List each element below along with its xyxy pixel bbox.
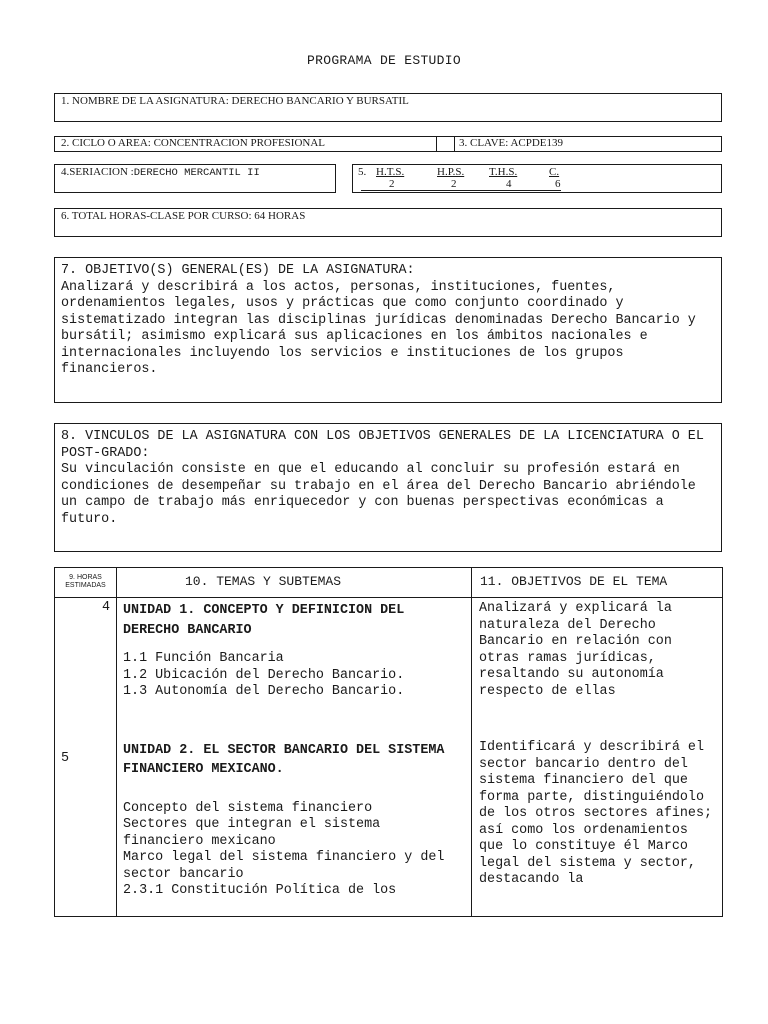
table-row xyxy=(55,598,723,917)
c-value: 6 xyxy=(555,178,561,190)
unit2-title: UNIDAD 2. EL SECTOR BANCARIO DEL SISTEMA FINANCIERO MEXICANO. xyxy=(123,742,445,777)
spacer-box xyxy=(436,136,455,152)
field-total-hours xyxy=(54,208,722,237)
field-seriation xyxy=(54,164,336,193)
field-cycle-area xyxy=(54,136,437,152)
section-general-objectives xyxy=(54,257,722,403)
list-item: Concepto del sistema financiero xyxy=(123,800,373,816)
topics-cell xyxy=(117,598,472,917)
unit1-subtopics xyxy=(123,651,465,701)
header-estimated-hours: 9. HORAS ESTIMADAS xyxy=(55,568,117,598)
links-text: Su vinculación consiste en que el educando al concluir su profesión estará en condiciones de desempeñar su trabajo en el área del Derecho Bancario abriéndole un campo de trabajo más enriquecedor y con buenas perspectivas económicas a futuro. xyxy=(61,462,696,527)
unit2-objective: Identificará y describirá el sector bancario dentro del sistema financiero del que forma parte, distinguiéndolo de los otros sectores afines; así como los ordenamientos que lo constituye él Marco legal del sistema y sector, destacando la xyxy=(479,740,713,887)
general-objectives-heading: 7. OBJETIVO(S) GENERAL(ES) DE LA ASIGNATURA: xyxy=(61,263,415,278)
unit1-title: UNIDAD 1. CONCEPTO Y DEFINICION DEL DERECHO BANCARIO xyxy=(123,603,405,638)
unit2-subtopics xyxy=(123,801,465,900)
hours-field-label: 5. xyxy=(358,166,367,178)
table-header-row xyxy=(55,568,723,598)
unit1-hours: 4 xyxy=(101,600,110,615)
hps-value: 2 xyxy=(451,178,457,190)
topics-table xyxy=(54,567,723,917)
field-subject-name xyxy=(54,93,722,122)
total-hours-text: 6. TOTAL HORAS-CLASE POR CURSO: 64 HORAS xyxy=(61,210,306,222)
list-item: 1.3 Autonomía del Derecho Bancario. xyxy=(123,684,405,699)
hts-header: H.T.S. xyxy=(376,166,405,178)
key-code-text: 3. CLAVE: ACPDE139 xyxy=(459,137,564,149)
objectives-cell xyxy=(472,598,723,917)
unit1-objective: Analizará y explicará la naturaleza del Derecho Bancario en relación con otras ramas jurídicas, resaltando su autonomía respecto de ellas xyxy=(479,601,672,699)
header-objectives: 11. OBJETIVOS DE EL TEMA xyxy=(472,568,723,598)
field-key-code xyxy=(454,136,722,152)
subject-name-text: 1. NOMBRE DE LA ASIGNATURA: DERECHO BANCARIO Y BURSATIL xyxy=(61,95,409,107)
list-item: Sectores que integran el sistema financiero mexicano xyxy=(123,817,381,849)
section-links xyxy=(54,423,722,552)
field-hours xyxy=(352,164,722,193)
list-item: 2.3.1 Constitución Política de los xyxy=(123,883,397,898)
unit2-hours: 5 xyxy=(61,751,70,766)
hps-header: H.P.S. xyxy=(437,166,465,178)
seriation-value: DERECHO MERCANTIL II xyxy=(133,167,260,179)
seriation-label: 4.SERIACION : xyxy=(61,166,134,178)
ths-value: 4 xyxy=(506,178,512,190)
header-topics: 10. TEMAS Y SUBTEMAS xyxy=(117,568,472,598)
ths-header: T.H.S. xyxy=(489,166,518,178)
hours-cell xyxy=(55,598,117,917)
document-title: PROGRAMA DE ESTUDIO xyxy=(307,53,461,68)
hts-value: 2 xyxy=(389,178,395,190)
cycle-area-text: 2. CICLO O AREA: CONCENTRACION PROFESIONAL xyxy=(61,137,326,149)
general-objectives-text: Analizará y describirá a los actos, personas, instituciones, fuentes, ordenamientos legales, usos y prácticas que como conjunto coordinado y sistematizado integran las disciplinas jurídicas denominadas Derecho Bancario y bursátil; asimismo explicará sus aplicaciones en los ámbitos nacionales e internacionales incluyendo los servicios e instituciones de los grupos financieros. xyxy=(61,279,696,377)
c-header: C. xyxy=(549,166,560,178)
list-item: 1.1 Función Bancaria xyxy=(123,651,284,666)
list-item: 1.2 Ubicación del Derecho Bancario. xyxy=(123,667,405,683)
links-heading: 8. VINCULOS DE LA ASIGNATURA CON LOS OBJETIVOS GENERALES DE LA LICENCIATURA O EL POST-GRADO: xyxy=(61,429,704,461)
list-item: Marco legal del sistema financiero y del sector bancario xyxy=(123,850,445,882)
